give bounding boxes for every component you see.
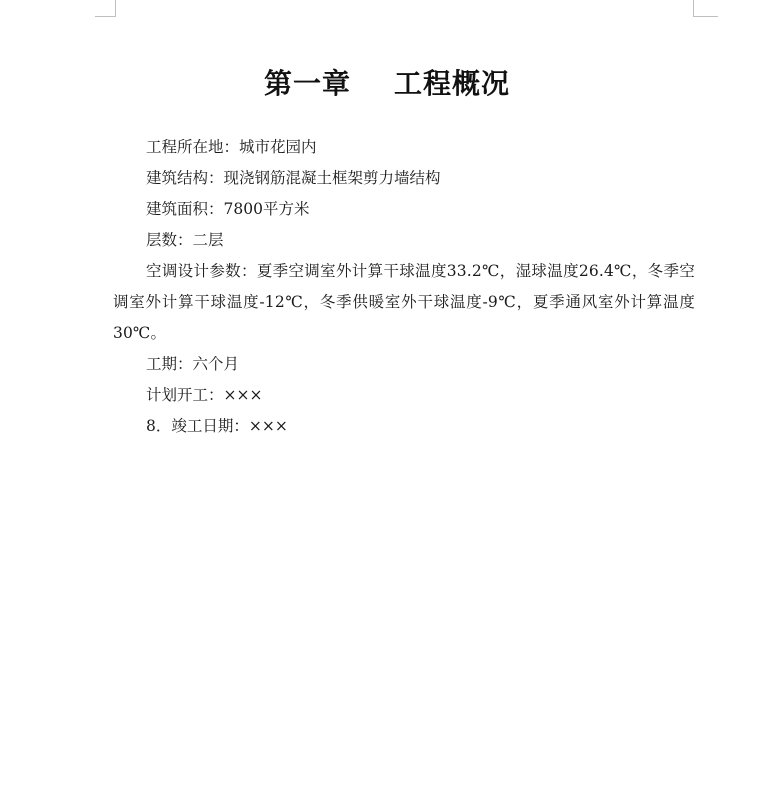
paragraph-area: 建筑面积：7800平方米 [146,200,310,218]
document-body [113,132,695,442]
paragraph-location: 工程所在地：城市花园内 [146,138,317,156]
paragraph-start-date: 计划开工：××× [146,386,263,404]
chapter-title: 第一章 工程概况 [264,67,510,100]
top-left-margin-mark [95,0,116,17]
paragraph-structure: 建筑结构：现浇钢筋混凝土框架剪力墙结构 [146,169,441,187]
top-right-margin-mark [693,0,718,17]
paragraph-duration: 工期：六个月 [146,355,240,373]
paragraph-floors: 层数：二层 [146,231,224,249]
paragraph-hvac-parameters: 空调设计参数：夏季空调室外计算干球温度33.2℃，湿球温度26.4℃，冬季空调室外计算干球温度-12℃，冬季供暖室外干球温度-9℃，夏季通风室外计算温度30℃。 [113,262,695,342]
paragraph-completion-date: 8．竣工日期：××× [146,417,288,435]
